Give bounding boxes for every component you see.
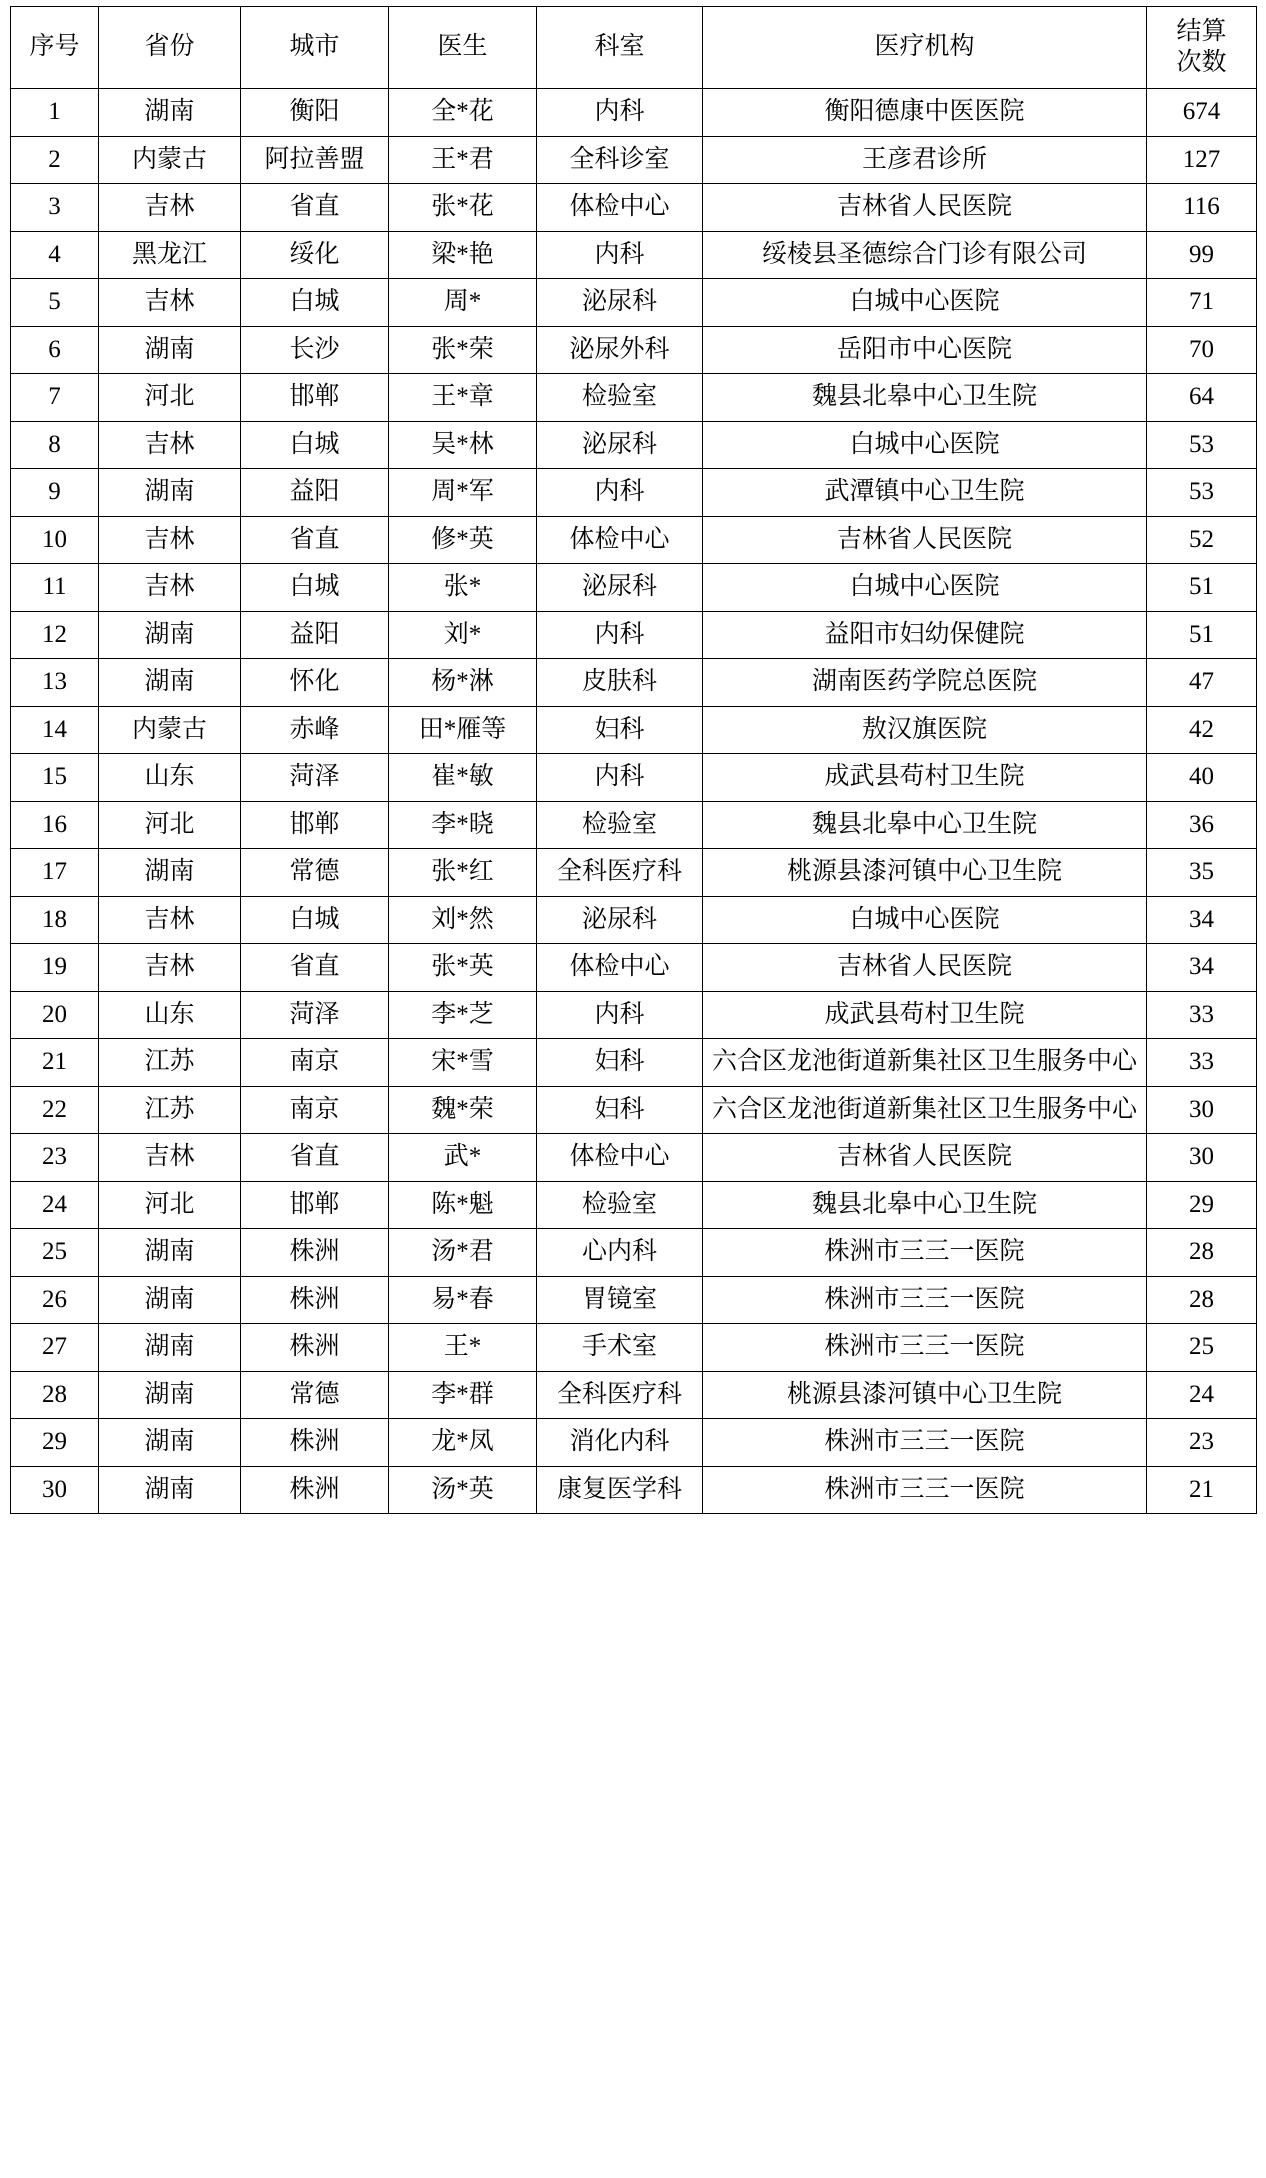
cell-count: 99 xyxy=(1147,231,1257,279)
cell-province: 江苏 xyxy=(99,1039,241,1087)
cell-org: 武潭镇中心卫生院 xyxy=(703,469,1147,517)
cell-count: 21 xyxy=(1147,1466,1257,1514)
cell-province: 内蒙古 xyxy=(99,136,241,184)
table-row xyxy=(11,1419,1257,1467)
cell-department: 皮肤科 xyxy=(537,659,703,707)
cell-count: 34 xyxy=(1147,896,1257,944)
cell-doctor: 全*花 xyxy=(389,89,537,137)
cell-province: 吉林 xyxy=(99,1134,241,1182)
cell-index: 14 xyxy=(11,706,99,754)
cell-department: 康复医学科 xyxy=(537,1466,703,1514)
column-header-index: 序号 xyxy=(11,7,99,89)
column-header-count xyxy=(1147,7,1257,89)
cell-department: 体检中心 xyxy=(537,1134,703,1182)
cell-city: 省直 xyxy=(241,944,389,992)
cell-org: 敖汉旗医院 xyxy=(703,706,1147,754)
cell-city: 白城 xyxy=(241,896,389,944)
cell-doctor: 李*晓 xyxy=(389,801,537,849)
cell-org: 株洲市三三一医院 xyxy=(703,1324,1147,1372)
cell-count: 35 xyxy=(1147,849,1257,897)
cell-city: 邯郸 xyxy=(241,801,389,849)
cell-count: 33 xyxy=(1147,1039,1257,1087)
cell-count: 28 xyxy=(1147,1276,1257,1324)
cell-org: 王彦君诊所 xyxy=(703,136,1147,184)
cell-doctor: 李*芝 xyxy=(389,991,537,1039)
cell-province: 湖南 xyxy=(99,1324,241,1372)
table-row xyxy=(11,469,1257,517)
table-row xyxy=(11,801,1257,849)
table-row xyxy=(11,326,1257,374)
cell-doctor: 张*红 xyxy=(389,849,537,897)
cell-index: 5 xyxy=(11,279,99,327)
table-row xyxy=(11,89,1257,137)
table-row xyxy=(11,1466,1257,1514)
cell-city: 南京 xyxy=(241,1086,389,1134)
cell-count: 33 xyxy=(1147,991,1257,1039)
cell-doctor: 王*君 xyxy=(389,136,537,184)
cell-index: 1 xyxy=(11,89,99,137)
table-row xyxy=(11,706,1257,754)
table-row xyxy=(11,374,1257,422)
cell-department: 全科医疗科 xyxy=(537,1371,703,1419)
cell-province: 吉林 xyxy=(99,896,241,944)
cell-department: 泌尿科 xyxy=(537,279,703,327)
cell-department: 泌尿科 xyxy=(537,564,703,612)
cell-province: 湖南 xyxy=(99,469,241,517)
cell-province: 吉林 xyxy=(99,421,241,469)
cell-city: 省直 xyxy=(241,184,389,232)
cell-department: 内科 xyxy=(537,231,703,279)
cell-department: 体检中心 xyxy=(537,944,703,992)
table-row xyxy=(11,1181,1257,1229)
cell-index: 18 xyxy=(11,896,99,944)
cell-department: 心内科 xyxy=(537,1229,703,1277)
column-header-count-line1: 结算 xyxy=(1176,18,1227,45)
cell-doctor: 魏*荣 xyxy=(389,1086,537,1134)
cell-city: 怀化 xyxy=(241,659,389,707)
cell-index: 27 xyxy=(11,1324,99,1372)
cell-count: 53 xyxy=(1147,469,1257,517)
table-row xyxy=(11,1086,1257,1134)
cell-department: 检验室 xyxy=(537,374,703,422)
cell-index: 23 xyxy=(11,1134,99,1182)
cell-org: 吉林省人民医院 xyxy=(703,184,1147,232)
cell-province: 吉林 xyxy=(99,944,241,992)
table-row xyxy=(11,231,1257,279)
cell-department: 全科医疗科 xyxy=(537,849,703,897)
cell-city: 长沙 xyxy=(241,326,389,374)
cell-count: 30 xyxy=(1147,1086,1257,1134)
cell-province: 湖南 xyxy=(99,1371,241,1419)
cell-index: 9 xyxy=(11,469,99,517)
column-header-count-line2: 次数 xyxy=(1176,48,1227,76)
table-row xyxy=(11,611,1257,659)
cell-count: 52 xyxy=(1147,516,1257,564)
cell-city: 邯郸 xyxy=(241,1181,389,1229)
cell-index: 8 xyxy=(11,421,99,469)
cell-doctor: 张*荣 xyxy=(389,326,537,374)
cell-department: 内科 xyxy=(537,89,703,137)
cell-doctor: 张*英 xyxy=(389,944,537,992)
cell-province: 湖南 xyxy=(99,1276,241,1324)
table-row xyxy=(11,1229,1257,1277)
table-row xyxy=(11,136,1257,184)
cell-department: 检验室 xyxy=(537,1181,703,1229)
table-row xyxy=(11,1324,1257,1372)
cell-department: 内科 xyxy=(537,611,703,659)
cell-index: 30 xyxy=(11,1466,99,1514)
cell-province: 湖南 xyxy=(99,611,241,659)
cell-org: 益阳市妇幼保健院 xyxy=(703,611,1147,659)
cell-city: 衡阳 xyxy=(241,89,389,137)
cell-province: 河北 xyxy=(99,374,241,422)
cell-org: 桃源县漆河镇中心卫生院 xyxy=(703,1371,1147,1419)
cell-department: 体检中心 xyxy=(537,184,703,232)
cell-province: 湖南 xyxy=(99,659,241,707)
table-row xyxy=(11,1276,1257,1324)
cell-org: 吉林省人民医院 xyxy=(703,944,1147,992)
table-row xyxy=(11,754,1257,802)
cell-org: 桃源县漆河镇中心卫生院 xyxy=(703,849,1147,897)
cell-doctor: 李*群 xyxy=(389,1371,537,1419)
cell-city: 株洲 xyxy=(241,1276,389,1324)
cell-doctor: 宋*雪 xyxy=(389,1039,537,1087)
cell-city: 菏泽 xyxy=(241,991,389,1039)
cell-index: 13 xyxy=(11,659,99,707)
cell-index: 4 xyxy=(11,231,99,279)
cell-city: 阿拉善盟 xyxy=(241,136,389,184)
cell-city: 邯郸 xyxy=(241,374,389,422)
cell-city: 常德 xyxy=(241,1371,389,1419)
cell-doctor: 周* xyxy=(389,279,537,327)
cell-count: 47 xyxy=(1147,659,1257,707)
cell-province: 山东 xyxy=(99,991,241,1039)
cell-index: 20 xyxy=(11,991,99,1039)
cell-org: 白城中心医院 xyxy=(703,564,1147,612)
cell-org: 株洲市三三一医院 xyxy=(703,1419,1147,1467)
table-row xyxy=(11,991,1257,1039)
cell-city: 菏泽 xyxy=(241,754,389,802)
cell-count: 71 xyxy=(1147,279,1257,327)
cell-count: 24 xyxy=(1147,1371,1257,1419)
cell-count: 34 xyxy=(1147,944,1257,992)
cell-province: 吉林 xyxy=(99,564,241,612)
cell-index: 10 xyxy=(11,516,99,564)
cell-doctor: 陈*魁 xyxy=(389,1181,537,1229)
cell-department: 全科诊室 xyxy=(537,136,703,184)
table-row xyxy=(11,1039,1257,1087)
cell-org: 六合区龙池街道新集社区卫生服务中心 xyxy=(703,1086,1147,1134)
table-row xyxy=(11,1371,1257,1419)
cell-org: 魏县北皋中心卫生院 xyxy=(703,1181,1147,1229)
column-header-department: 科室 xyxy=(537,7,703,89)
cell-city: 常德 xyxy=(241,849,389,897)
cell-doctor: 龙*凤 xyxy=(389,1419,537,1467)
cell-org: 成武县苟村卫生院 xyxy=(703,991,1147,1039)
table-body xyxy=(11,89,1257,1514)
cell-province: 湖南 xyxy=(99,1229,241,1277)
cell-index: 17 xyxy=(11,849,99,897)
cell-doctor: 杨*淋 xyxy=(389,659,537,707)
cell-count: 116 xyxy=(1147,184,1257,232)
cell-org: 六合区龙池街道新集社区卫生服务中心 xyxy=(703,1039,1147,1087)
cell-department: 妇科 xyxy=(537,1086,703,1134)
table-row xyxy=(11,1134,1257,1182)
cell-org: 成武县苟村卫生院 xyxy=(703,754,1147,802)
cell-index: 28 xyxy=(11,1371,99,1419)
cell-province: 江苏 xyxy=(99,1086,241,1134)
cell-city: 省直 xyxy=(241,516,389,564)
cell-org: 绥棱县圣德综合门诊有限公司 xyxy=(703,231,1147,279)
cell-province: 湖南 xyxy=(99,1419,241,1467)
cell-index: 7 xyxy=(11,374,99,422)
cell-index: 11 xyxy=(11,564,99,612)
cell-count: 51 xyxy=(1147,564,1257,612)
cell-department: 妇科 xyxy=(537,706,703,754)
cell-org: 白城中心医院 xyxy=(703,421,1147,469)
cell-org: 白城中心医院 xyxy=(703,279,1147,327)
cell-index: 16 xyxy=(11,801,99,849)
cell-count: 25 xyxy=(1147,1324,1257,1372)
cell-count: 30 xyxy=(1147,1134,1257,1182)
table-row xyxy=(11,279,1257,327)
cell-department: 胃镜室 xyxy=(537,1276,703,1324)
cell-city: 益阳 xyxy=(241,611,389,659)
cell-department: 体检中心 xyxy=(537,516,703,564)
cell-city: 白城 xyxy=(241,564,389,612)
column-header-organization: 医疗机构 xyxy=(703,7,1147,89)
cell-count: 53 xyxy=(1147,421,1257,469)
settlement-statistics-table xyxy=(10,6,1257,1514)
cell-doctor: 梁*艳 xyxy=(389,231,537,279)
cell-doctor: 易*春 xyxy=(389,1276,537,1324)
cell-city: 白城 xyxy=(241,279,389,327)
cell-province: 河北 xyxy=(99,1181,241,1229)
cell-doctor: 汤*君 xyxy=(389,1229,537,1277)
cell-department: 手术室 xyxy=(537,1324,703,1372)
cell-doctor: 崔*敏 xyxy=(389,754,537,802)
cell-count: 51 xyxy=(1147,611,1257,659)
column-header-city: 城市 xyxy=(241,7,389,89)
cell-doctor: 周*军 xyxy=(389,469,537,517)
cell-province: 吉林 xyxy=(99,184,241,232)
cell-doctor: 刘*然 xyxy=(389,896,537,944)
table-row xyxy=(11,421,1257,469)
cell-department: 内科 xyxy=(537,991,703,1039)
cell-org: 株洲市三三一医院 xyxy=(703,1229,1147,1277)
cell-doctor: 张* xyxy=(389,564,537,612)
cell-province: 湖南 xyxy=(99,89,241,137)
cell-org: 魏县北皋中心卫生院 xyxy=(703,801,1147,849)
cell-index: 19 xyxy=(11,944,99,992)
cell-department: 泌尿外科 xyxy=(537,326,703,374)
cell-department: 泌尿科 xyxy=(537,896,703,944)
cell-org: 株洲市三三一医院 xyxy=(703,1466,1147,1514)
cell-doctor: 田*雁等 xyxy=(389,706,537,754)
cell-index: 3 xyxy=(11,184,99,232)
column-header-doctor: 医生 xyxy=(389,7,537,89)
table-row xyxy=(11,659,1257,707)
cell-doctor: 刘* xyxy=(389,611,537,659)
cell-index: 2 xyxy=(11,136,99,184)
cell-province: 吉林 xyxy=(99,516,241,564)
cell-doctor: 武* xyxy=(389,1134,537,1182)
table-row xyxy=(11,516,1257,564)
table-header xyxy=(11,7,1257,89)
cell-org: 吉林省人民医院 xyxy=(703,516,1147,564)
cell-doctor: 王* xyxy=(389,1324,537,1372)
cell-department: 内科 xyxy=(537,469,703,517)
cell-department: 检验室 xyxy=(537,801,703,849)
cell-count: 28 xyxy=(1147,1229,1257,1277)
table-row xyxy=(11,944,1257,992)
cell-province: 山东 xyxy=(99,754,241,802)
cell-org: 白城中心医院 xyxy=(703,896,1147,944)
table-row xyxy=(11,564,1257,612)
cell-doctor: 张*花 xyxy=(389,184,537,232)
cell-count: 64 xyxy=(1147,374,1257,422)
cell-city: 株洲 xyxy=(241,1229,389,1277)
cell-department: 内科 xyxy=(537,754,703,802)
cell-city: 株洲 xyxy=(241,1466,389,1514)
cell-department: 泌尿科 xyxy=(537,421,703,469)
cell-index: 24 xyxy=(11,1181,99,1229)
cell-org: 株洲市三三一医院 xyxy=(703,1276,1147,1324)
cell-province: 黑龙江 xyxy=(99,231,241,279)
cell-index: 22 xyxy=(11,1086,99,1134)
cell-city: 省直 xyxy=(241,1134,389,1182)
cell-province: 湖南 xyxy=(99,849,241,897)
cell-province: 湖南 xyxy=(99,326,241,374)
cell-city: 株洲 xyxy=(241,1419,389,1467)
cell-count: 674 xyxy=(1147,89,1257,137)
cell-city: 南京 xyxy=(241,1039,389,1087)
cell-province: 湖南 xyxy=(99,1466,241,1514)
table-row xyxy=(11,849,1257,897)
table-row xyxy=(11,896,1257,944)
cell-doctor: 王*章 xyxy=(389,374,537,422)
cell-city: 绥化 xyxy=(241,231,389,279)
cell-city: 白城 xyxy=(241,421,389,469)
cell-org: 魏县北皋中心卫生院 xyxy=(703,374,1147,422)
cell-count: 29 xyxy=(1147,1181,1257,1229)
cell-doctor: 汤*英 xyxy=(389,1466,537,1514)
cell-org: 湖南医药学院总医院 xyxy=(703,659,1147,707)
cell-province: 河北 xyxy=(99,801,241,849)
cell-index: 26 xyxy=(11,1276,99,1324)
cell-count: 36 xyxy=(1147,801,1257,849)
cell-doctor: 吴*林 xyxy=(389,421,537,469)
cell-index: 15 xyxy=(11,754,99,802)
cell-org: 岳阳市中心医院 xyxy=(703,326,1147,374)
cell-doctor: 修*英 xyxy=(389,516,537,564)
cell-city: 益阳 xyxy=(241,469,389,517)
cell-count: 70 xyxy=(1147,326,1257,374)
cell-province: 内蒙古 xyxy=(99,706,241,754)
cell-count: 40 xyxy=(1147,754,1257,802)
column-header-province: 省份 xyxy=(99,7,241,89)
cell-province: 吉林 xyxy=(99,279,241,327)
cell-index: 25 xyxy=(11,1229,99,1277)
cell-index: 21 xyxy=(11,1039,99,1087)
table-row xyxy=(11,184,1257,232)
cell-city: 赤峰 xyxy=(241,706,389,754)
cell-count: 23 xyxy=(1147,1419,1257,1467)
cell-count: 42 xyxy=(1147,706,1257,754)
cell-city: 株洲 xyxy=(241,1324,389,1372)
cell-index: 29 xyxy=(11,1419,99,1467)
cell-count: 127 xyxy=(1147,136,1257,184)
cell-org: 衡阳德康中医医院 xyxy=(703,89,1147,137)
cell-org: 吉林省人民医院 xyxy=(703,1134,1147,1182)
table-header-row xyxy=(11,7,1257,89)
cell-department: 妇科 xyxy=(537,1039,703,1087)
cell-index: 12 xyxy=(11,611,99,659)
cell-index: 6 xyxy=(11,326,99,374)
cell-department: 消化内科 xyxy=(537,1419,703,1467)
